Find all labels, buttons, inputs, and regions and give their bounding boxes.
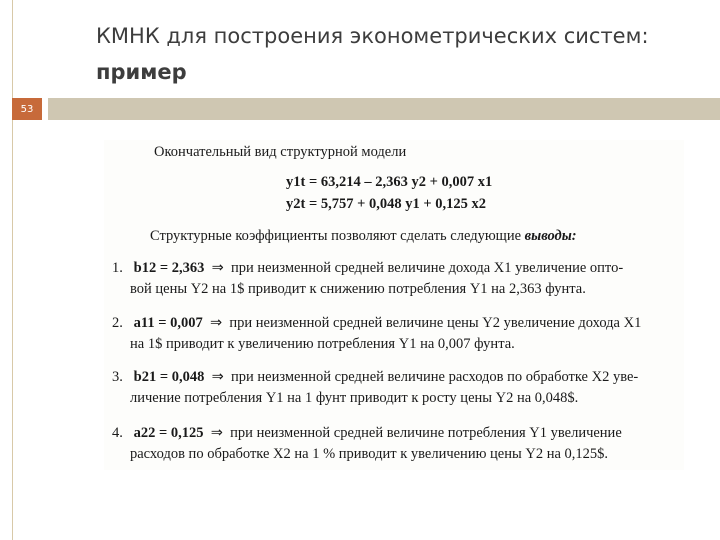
- item-cont: расходов по обработке X2 на 1 % приводит к увеличению цены Y2 на 0,125$.: [130, 446, 609, 462]
- item-text: при неизменной средней величине потребления Y1 увеличение: [230, 425, 622, 441]
- item-number: 4.: [112, 425, 123, 441]
- item-number: 3.: [112, 369, 123, 385]
- item-text: при неизменной средней величине цены Y2 увеличение дохода X1: [229, 315, 642, 331]
- left-accent-rule: [12, 0, 13, 540]
- item-coef: a11 = 0,007: [133, 315, 203, 331]
- list-item: [112, 258, 678, 300]
- title-line-2: пример: [96, 60, 187, 84]
- title-line-1: КМНК для построения эконометрических систем:: [96, 24, 649, 48]
- arrow-icon: ⇒: [207, 369, 228, 385]
- content-image: [104, 140, 684, 470]
- equation-2: y2t = 5,757 + 0,048 y1 + 0,125 x2: [286, 196, 486, 212]
- list-item: [112, 423, 678, 465]
- item-cont: вой цены Y2 на 1$ приводит к снижению потребления Y1 на 2,363 фунта.: [130, 281, 586, 297]
- list-item: [112, 313, 678, 355]
- arrow-icon: ⇒: [207, 260, 228, 276]
- item-coef: b12 = 2,363: [133, 260, 205, 276]
- conclusions-intro: [150, 228, 577, 245]
- arrow-icon: ⇒: [207, 425, 227, 441]
- slide-title: [96, 20, 700, 88]
- item-cont: на 1$ приводит к увеличению потребления Y1 на 0,007 фунта.: [130, 336, 515, 352]
- item-coef: a22 = 0,125: [133, 425, 204, 441]
- intro-bold: выводы:: [524, 228, 577, 244]
- item-cont: личение потребления Y1 на 1 фунт приводит к росту цены Y2 на 0,048$.: [130, 390, 579, 406]
- item-text: при неизменной средней величине расходов по обработке X2 уве-: [230, 369, 639, 385]
- model-heading: Окончательный вид структурной модели: [154, 144, 407, 160]
- item-text: при неизменной средней величине дохода X1 увеличение опто-: [230, 260, 624, 276]
- item-coef: b21 = 0,048: [133, 369, 205, 385]
- list-item: [112, 367, 678, 409]
- arrow-icon: ⇒: [206, 315, 226, 331]
- header-bar: [48, 98, 720, 120]
- item-number: 1.: [112, 260, 123, 276]
- intro-text: Структурные коэффициенты позволяют сделать следующие: [150, 228, 522, 244]
- item-number: 2.: [112, 315, 123, 331]
- equation-1: y1t = 63,214 – 2,363 y2 + 0,007 x1: [286, 174, 493, 190]
- slide-number: 53: [12, 98, 42, 120]
